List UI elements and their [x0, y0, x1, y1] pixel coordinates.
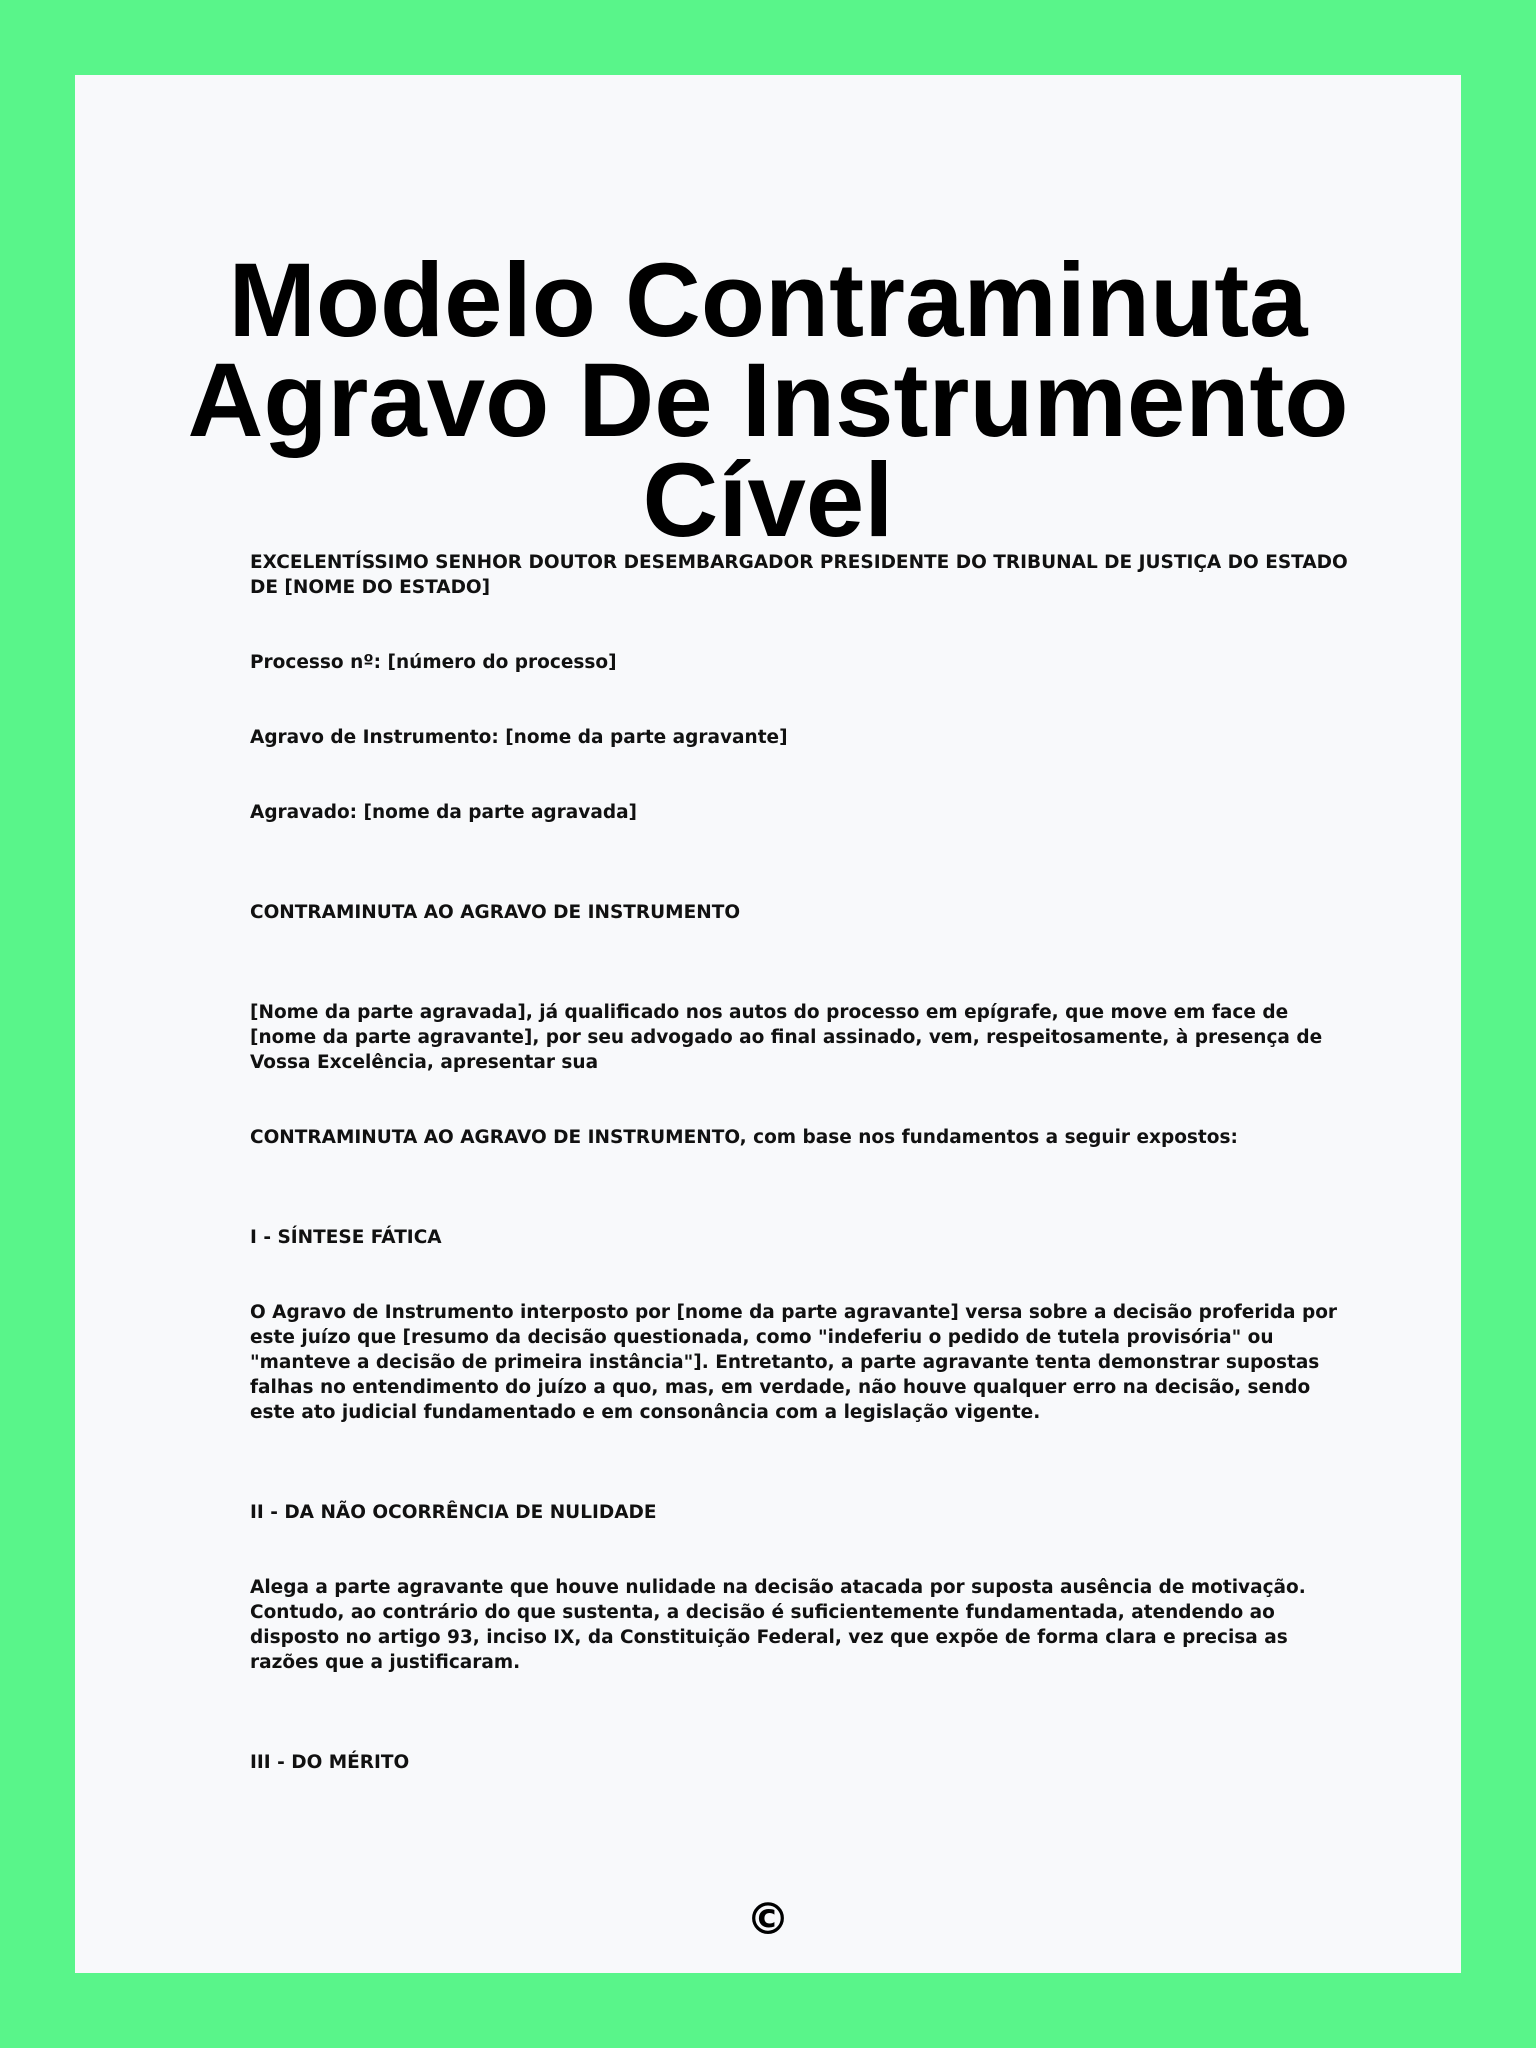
appellant-line: Agravo de Instrumento: [nome da parte agravante]	[250, 727, 788, 748]
introduction-paragraph: [Nome da parte agravada], já qualificado nos autos do processo em epígrafe, que move em face de [nome da parte agravante], por seu advogado ao final assinado, vem, respeitosamente, à presença de Vossa Excelência, apresentar sua	[250, 1002, 1323, 1073]
facts-paragraph: O Agravo de Instrumento interposto por [nome da parte agravante] versa sobre a decisão proferida por este juízo que [resumo da decisão questionada, como "indeferiu o pedido de tutela provisória" ou "manteve a decisão de primeira instância"]. Entretanto, a parte agravante tenta demonstrar supostas falhas no entendimento do juízo a quo, mas, em verdade, não houve qualquer erro na decisão, sendo este ato judicial fundamentado e em consonância com a legislação vigente.	[250, 1302, 1338, 1423]
addressee-paragraph: EXCELENTÍSSIMO SENHOR DOUTOR DESEMBARGADOR PRESIDENTE DO TRIBUNAL DE JUSTIÇA DO ESTADO DE [NOME DO ESTADO]	[250, 552, 1348, 598]
appellee-line: Agravado: [nome da parte agravada]	[250, 802, 638, 823]
section-heading-facts: I - SÍNTESE FÁTICA	[250, 1227, 442, 1248]
process-number: Processo nº: [número do processo]	[250, 652, 617, 673]
nullity-paragraph: Alega a parte agravante que houve nulidade na decisão atacada por suposta ausência de motivação. Contudo, ao contrário do que sustenta, a decisão é suficientemente fundamentada, atendendo ao disposto no artigo 93, inciso IX, da Constituição Federal, vez que expõe de forma clara e precisa as razões que a justificaram.	[250, 1577, 1306, 1673]
document-page	[75, 75, 1461, 1973]
section-heading-nullity: II - DA NÃO OCORRÊNCIA DE NULIDADE	[250, 1502, 657, 1523]
copyright-icon: ©	[746, 1894, 790, 1945]
document-heading: CONTRAMINUTA AO AGRAVO DE INSTRUMENTO	[250, 902, 741, 923]
introduction-continuation: CONTRAMINUTA AO AGRAVO DE INSTRUMENTO, com base nos fundamentos a seguir expostos:	[250, 1127, 1238, 1148]
document-title: Modelo Contraminuta Agravo De Instrumento Cível	[187, 242, 1349, 559]
document-body	[250, 550, 1360, 1775]
section-heading-merit: III - DO MÉRITO	[250, 1752, 410, 1773]
